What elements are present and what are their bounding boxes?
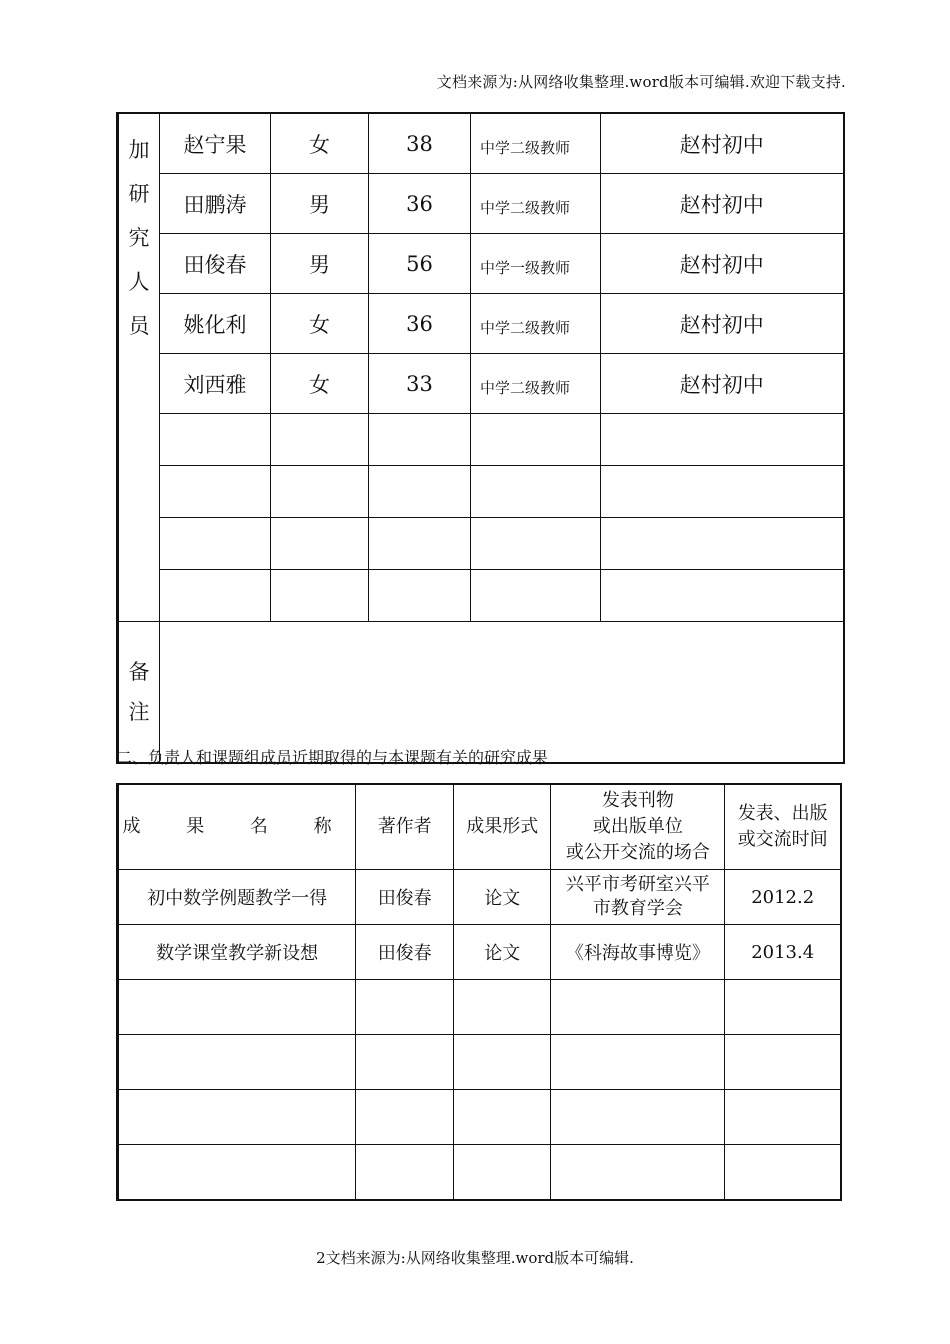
result-venue: [551, 870, 725, 925]
header-time-line: 或交流时间: [737, 829, 828, 850]
member-unit: 赵村初中: [601, 354, 844, 414]
side-label-char: 加: [128, 138, 150, 162]
table-row: [118, 925, 842, 980]
empty-row: [118, 980, 842, 1035]
member-name: 刘西雅: [160, 354, 271, 414]
result-author: 田俊春: [356, 925, 454, 980]
header-venue-line: 或公开交流的场合: [565, 842, 710, 863]
member-title: 中学二级教师: [471, 354, 601, 414]
research-members-table: [116, 112, 845, 764]
empty-row: [118, 1035, 842, 1090]
header-note: 文档来源为:从网络收集整理.word版本可编辑.欢迎下载支持.: [436, 73, 846, 91]
member-gender: 女: [271, 113, 369, 174]
members-side-label: [118, 113, 160, 622]
empty-row: [118, 570, 844, 622]
header-author: 著作者: [356, 784, 454, 870]
header-form: 成果形式: [454, 784, 551, 870]
member-unit: 赵村初中: [601, 294, 844, 354]
side-label-char: 人: [128, 270, 150, 294]
member-age: 36: [369, 174, 471, 234]
result-name: 初中数学例题教学一得: [118, 870, 356, 925]
member-gender: 女: [271, 354, 369, 414]
header-venue-line: 或出版单位: [592, 816, 683, 837]
table-row: [118, 354, 844, 414]
footer-note: 2文档来源为:从网络收集整理.word版本可编辑.: [316, 1249, 634, 1267]
section-heading: 二、负责人和课题组成员近期取得的与本课题有关的研究成果: [116, 748, 549, 767]
result-author: 田俊春: [356, 870, 454, 925]
empty-row: [118, 1145, 842, 1201]
empty-row: [118, 518, 844, 570]
result-venue-line: 市教育学会: [592, 898, 683, 919]
result-venue: 《科海故事博览》: [551, 925, 725, 980]
result-form: 论文: [454, 925, 551, 980]
member-title: 中学二级教师: [471, 174, 601, 234]
side-label-char: 员: [128, 314, 150, 338]
result-time: 2013.4: [725, 925, 841, 980]
result-form: 论文: [454, 870, 551, 925]
member-age: 33: [369, 354, 471, 414]
table-row: [118, 234, 844, 294]
side-label-char: 研: [128, 182, 150, 206]
table-row: [118, 174, 844, 234]
member-unit: 赵村初中: [601, 174, 844, 234]
member-title: 中学二级教师: [471, 294, 601, 354]
empty-row: [118, 1090, 842, 1145]
side-label-char: 究: [128, 226, 150, 250]
member-gender: 女: [271, 294, 369, 354]
result-time: 2012.2: [725, 870, 841, 925]
member-unit: 赵村初中: [601, 113, 844, 174]
member-gender: 男: [271, 234, 369, 294]
remarks-label-char: 注: [128, 700, 150, 724]
header-name: 成 果 名 称: [118, 784, 356, 870]
header-venue-line: 发表刊物: [601, 790, 674, 811]
table-row: [118, 113, 844, 174]
table-row: [118, 870, 842, 925]
member-name: 田鹏涛: [160, 174, 271, 234]
header-row: [118, 784, 842, 870]
member-name: 赵宁果: [160, 113, 271, 174]
remarks-row: [118, 622, 844, 764]
remarks-label: [118, 622, 160, 764]
empty-row: [118, 414, 844, 466]
member-age: 56: [369, 234, 471, 294]
remarks-content: [160, 622, 844, 764]
member-title: 中学一级教师: [471, 234, 601, 294]
member-unit: 赵村初中: [601, 234, 844, 294]
empty-row: [118, 466, 844, 518]
header-time: [725, 784, 841, 870]
result-name: 数学课堂教学新设想: [118, 925, 356, 980]
member-title: 中学二级教师: [471, 113, 601, 174]
member-name: 田俊春: [160, 234, 271, 294]
header-time-line: 发表、出版: [737, 803, 828, 824]
member-gender: 男: [271, 174, 369, 234]
member-name: 姚化利: [160, 294, 271, 354]
result-venue-line: 兴平市考研室兴平: [565, 874, 710, 895]
member-age: 36: [369, 294, 471, 354]
table-row: [118, 294, 844, 354]
research-results-table: [116, 783, 842, 1201]
header-venue: [551, 784, 725, 870]
member-age: 38: [369, 113, 471, 174]
remarks-label-char: 备: [128, 660, 150, 684]
